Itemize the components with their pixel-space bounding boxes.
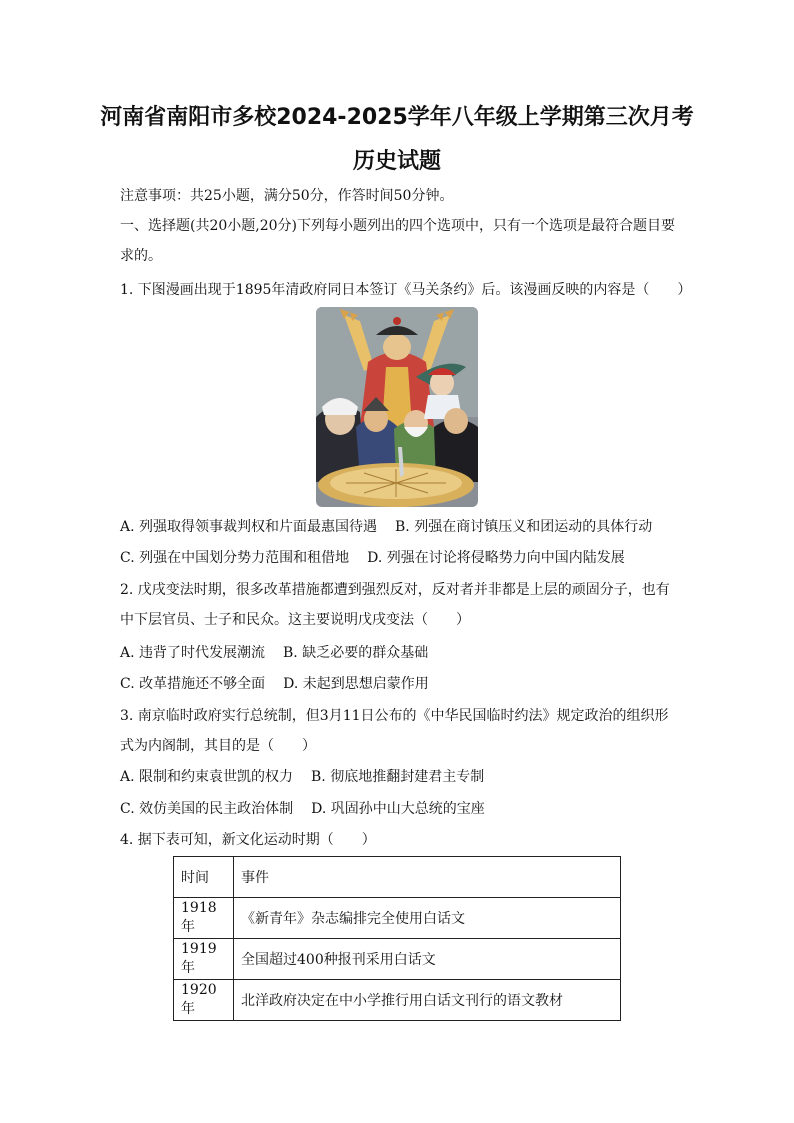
option-b[interactable]: B. 彻底地推翻封建君主专制 (311, 769, 485, 785)
table-row (174, 939, 621, 980)
option-b[interactable]: B. 缺乏必要的群众基础 (283, 645, 429, 661)
table-cell: 《新青年》杂志编排完全使用白话文 (234, 898, 621, 939)
option-b[interactable]: B. 列强在商讨镇压义和团运动的具体行动 (395, 519, 653, 535)
events-table (173, 856, 621, 1021)
table-cell: 1918年 (174, 898, 234, 939)
question-1-options-row1 (120, 517, 652, 537)
question-3-stem: 3. 南京临时政府实行总统制，但3月11日公布的《中华民国临时约法》规定政治的组织形 (120, 708, 669, 724)
section-heading-cont: 求的。 (120, 248, 162, 264)
table-cell: 全国超过400种报刊采用白话文 (234, 939, 621, 980)
page-title: 河南省南阳市多校2024-2025学年八年级上学期第三次月考 (100, 105, 694, 130)
question-3-stem-cont: 式为内阁制，其目的是（ ） (120, 738, 316, 754)
question-1-options-row2 (120, 548, 625, 568)
table-cell: 1919年 (174, 939, 234, 980)
table-row (174, 980, 621, 1021)
table-header-row (174, 857, 621, 898)
question-2-options-row1 (120, 643, 428, 663)
option-a[interactable]: A. 违背了时代发展潮流 (120, 645, 266, 661)
notice-text: 注意事项：共25小题，满分50分，作答时间50分钟。 (120, 188, 454, 204)
question-2-stem: 2. 戊戌变法时期，很多改革措施都遭到强烈反对，反对者并非都是上层的顽固分子，也有 (120, 582, 670, 598)
option-c[interactable]: C. 效仿美国的民主政治体制 (120, 801, 294, 817)
option-d[interactable]: D. 列强在讨论将侵略势力向中国内陆发展 (367, 550, 625, 566)
option-c[interactable]: C. 改革措施还不够全面 (120, 676, 266, 692)
option-d[interactable]: D. 未起到思想启蒙作用 (283, 676, 429, 692)
question-1-stem: 1. 下图漫画出现于1895年清政府同日本签订《马关条约》后。该漫画反映的内容是（ ） (120, 282, 692, 298)
table-header: 时间 (174, 857, 234, 898)
question-2-stem-cont: 中下层官员、士子和民众。这主要说明戊戌变法（ ） (120, 612, 470, 628)
option-a[interactable]: A. 列强取得领事裁判权和片面最惠国待遇 (120, 519, 378, 535)
page-subtitle: 历史试题 (352, 149, 441, 174)
question-3-options-row1 (120, 767, 484, 787)
cartoon-image (316, 307, 478, 507)
table-header: 事件 (234, 857, 621, 898)
option-d[interactable]: D. 巩固孙中山大总统的宝座 (311, 801, 485, 817)
section-heading: 一、选择题(共20小题,20分)下列每小题列出的四个选项中，只有一个选项是最符合题目要 (120, 218, 676, 234)
question-3-options-row2 (120, 799, 485, 819)
table-cell: 北洋政府决定在中小学推行用白话文刊行的语文教材 (234, 980, 621, 1021)
option-c[interactable]: C. 列强在中国划分势力范围和租借地 (120, 550, 350, 566)
table-cell: 1920年 (174, 980, 234, 1021)
table-row (174, 898, 621, 939)
question-4-stem: 4. 据下表可知，新文化运动时期（ ） (120, 832, 376, 848)
question-2-options-row2 (120, 674, 429, 694)
option-a[interactable]: A. 限制和约束袁世凯的权力 (120, 769, 294, 785)
